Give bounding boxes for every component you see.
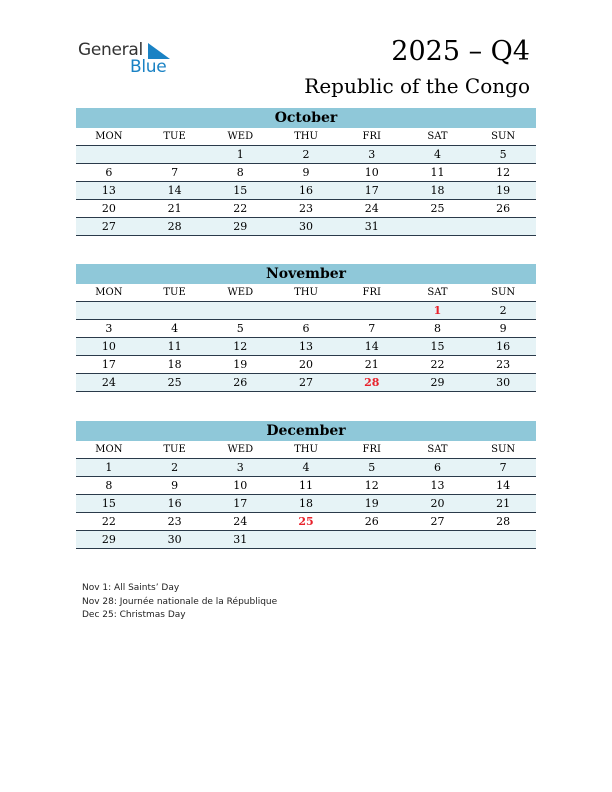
date-cell [273, 531, 339, 548]
date-cell: 13 [101, 184, 116, 197]
date-cell: 15 [233, 184, 248, 197]
date-cell: 7 [368, 322, 376, 335]
date-cell: 28 [167, 220, 182, 233]
date-cell: 24 [101, 376, 116, 389]
weekday-header-row [76, 128, 536, 146]
weekday-label: WED [227, 444, 254, 455]
date-cell: 16 [496, 340, 511, 353]
holiday-note: Dec 25: Christmas Day [82, 610, 186, 620]
date-cell: 4 [302, 461, 310, 474]
month-header: November [76, 264, 536, 284]
date-cell: 14 [496, 479, 511, 492]
holiday-date-cell: 1 [433, 304, 442, 317]
date-cell: 29 [430, 376, 445, 389]
date-cell: 6 [105, 166, 113, 179]
date-cell: 22 [101, 515, 116, 528]
week-row [76, 182, 536, 200]
date-cell: 24 [364, 202, 379, 215]
weekday-label: THU [294, 131, 318, 142]
date-cell: 18 [299, 497, 314, 510]
weekday-label: TUE [163, 287, 186, 298]
weekday-header-row [76, 441, 536, 459]
date-cell: 23 [496, 358, 511, 371]
date-cell: 20 [430, 497, 445, 510]
weekday-label: SUN [491, 287, 516, 298]
holiday-notes [82, 582, 277, 623]
date-cell: 30 [299, 220, 314, 233]
holiday-note: Nov 28: Journée nationale de la République [82, 596, 278, 607]
date-cell: 5 [499, 148, 507, 161]
week-row [76, 459, 536, 477]
date-cell [142, 146, 208, 163]
holiday-date-cell: 28 [364, 376, 380, 389]
date-cell: 19 [233, 358, 248, 371]
date-cell: 27 [299, 376, 314, 389]
date-cell: 4 [171, 322, 179, 335]
date-cell: 17 [101, 358, 116, 371]
date-cell [470, 531, 536, 548]
date-cell: 9 [171, 479, 179, 492]
logo-word-blue: Blue [130, 57, 167, 77]
date-cell: 10 [364, 166, 379, 179]
logo-word-general: General [78, 40, 143, 60]
week-row [76, 302, 536, 320]
date-cell: 16 [299, 184, 314, 197]
date-cell [405, 531, 471, 548]
month-calendar-november [76, 264, 536, 392]
weekday-label: MON [95, 444, 123, 455]
date-cell [273, 302, 339, 319]
date-cell: 27 [430, 515, 445, 528]
date-cell [207, 302, 273, 319]
date-cell: 18 [167, 358, 182, 371]
date-cell: 3 [236, 461, 244, 474]
date-cell: 26 [364, 515, 379, 528]
date-cell: 6 [302, 322, 310, 335]
date-cell: 22 [430, 358, 445, 371]
weekday-label: WED [227, 131, 254, 142]
date-cell: 19 [364, 497, 379, 510]
date-cell [76, 302, 142, 319]
week-row [76, 218, 536, 236]
date-cell: 11 [430, 166, 445, 179]
weekday-label: SAT [427, 444, 448, 455]
date-cell: 20 [299, 358, 314, 371]
date-cell: 21 [167, 202, 182, 215]
date-cell: 6 [433, 461, 441, 474]
date-cell: 19 [496, 184, 511, 197]
date-cell: 18 [430, 184, 445, 197]
month-calendar-december [76, 421, 536, 549]
date-cell: 30 [496, 376, 511, 389]
date-cell: 30 [167, 533, 182, 546]
week-row [76, 146, 536, 164]
date-cell: 12 [364, 479, 379, 492]
date-cell [470, 218, 536, 235]
week-row [76, 320, 536, 338]
date-cell: 2 [302, 148, 310, 161]
date-cell: 23 [299, 202, 314, 215]
weekday-label: SAT [427, 131, 448, 142]
weekday-label: THU [294, 444, 318, 455]
week-row [76, 374, 536, 392]
date-cell: 17 [233, 497, 248, 510]
week-row [76, 200, 536, 218]
date-cell: 13 [299, 340, 314, 353]
date-cell: 10 [233, 479, 248, 492]
holiday-date-cell: 25 [298, 515, 314, 528]
date-cell: 15 [101, 497, 116, 510]
month-header: December [76, 421, 536, 441]
date-cell: 1 [236, 148, 244, 161]
weekday-label: FRI [362, 287, 381, 298]
date-cell: 22 [233, 202, 248, 215]
weekday-label: THU [294, 287, 318, 298]
date-cell: 27 [101, 220, 116, 233]
month-header: October [76, 108, 536, 128]
date-cell: 14 [364, 340, 379, 353]
weekday-label: SUN [491, 131, 516, 142]
week-row [76, 513, 536, 531]
date-cell: 8 [105, 479, 113, 492]
date-cell: 3 [368, 148, 376, 161]
date-cell: 9 [302, 166, 310, 179]
date-cell: 21 [496, 497, 511, 510]
date-cell: 5 [368, 461, 376, 474]
holiday-note: Nov 1: All Saints’ Day [82, 583, 180, 593]
weekday-label: TUE [163, 444, 186, 455]
date-cell [339, 531, 405, 548]
date-cell: 28 [496, 515, 511, 528]
date-cell: 29 [101, 533, 116, 546]
date-cell: 9 [499, 322, 507, 335]
date-cell: 26 [496, 202, 511, 215]
date-cell: 24 [233, 515, 248, 528]
date-cell: 13 [430, 479, 445, 492]
date-cell: 25 [430, 202, 445, 215]
month-calendar-october [76, 108, 536, 236]
week-row [76, 531, 536, 549]
week-row [76, 495, 536, 513]
weekday-label: SUN [491, 444, 516, 455]
date-cell: 15 [430, 340, 445, 353]
week-row [76, 338, 536, 356]
date-cell: 2 [171, 461, 179, 474]
weekday-label: MON [95, 287, 123, 298]
week-row [76, 477, 536, 495]
date-cell [76, 146, 142, 163]
date-cell: 20 [101, 202, 116, 215]
date-cell: 12 [496, 166, 511, 179]
date-cell: 1 [105, 461, 113, 474]
date-cell: 26 [233, 376, 248, 389]
week-row [76, 164, 536, 182]
weekday-label: FRI [362, 131, 381, 142]
weekday-label: SAT [427, 287, 448, 298]
date-cell: 10 [101, 340, 116, 353]
date-cell: 4 [433, 148, 441, 161]
weekday-header-row [76, 284, 536, 302]
date-cell [142, 302, 208, 319]
date-cell: 8 [433, 322, 441, 335]
date-cell: 11 [299, 479, 314, 492]
page-title: 2025 – Q4 [391, 36, 530, 67]
date-cell [405, 218, 471, 235]
weekday-label: MON [95, 131, 123, 142]
date-cell: 8 [236, 166, 244, 179]
generalblue-logo [78, 40, 188, 82]
date-cell: 21 [364, 358, 379, 371]
date-cell: 14 [167, 184, 182, 197]
date-cell: 7 [499, 461, 507, 474]
date-cell [339, 302, 405, 319]
date-cell: 29 [233, 220, 248, 233]
date-cell: 31 [233, 533, 248, 546]
date-cell: 3 [105, 322, 113, 335]
weekday-label: WED [227, 287, 254, 298]
date-cell: 17 [364, 184, 379, 197]
date-cell: 7 [171, 166, 179, 179]
weekday-label: FRI [362, 444, 381, 455]
date-cell: 25 [167, 376, 182, 389]
country-name: Republic of the Congo [304, 74, 530, 98]
date-cell: 23 [167, 515, 182, 528]
date-cell: 5 [236, 322, 244, 335]
week-row [76, 356, 536, 374]
date-cell: 16 [167, 497, 182, 510]
date-cell: 12 [233, 340, 248, 353]
date-cell: 31 [364, 220, 379, 233]
weekday-label: TUE [163, 131, 186, 142]
date-cell: 11 [167, 340, 182, 353]
date-cell: 2 [499, 304, 507, 317]
